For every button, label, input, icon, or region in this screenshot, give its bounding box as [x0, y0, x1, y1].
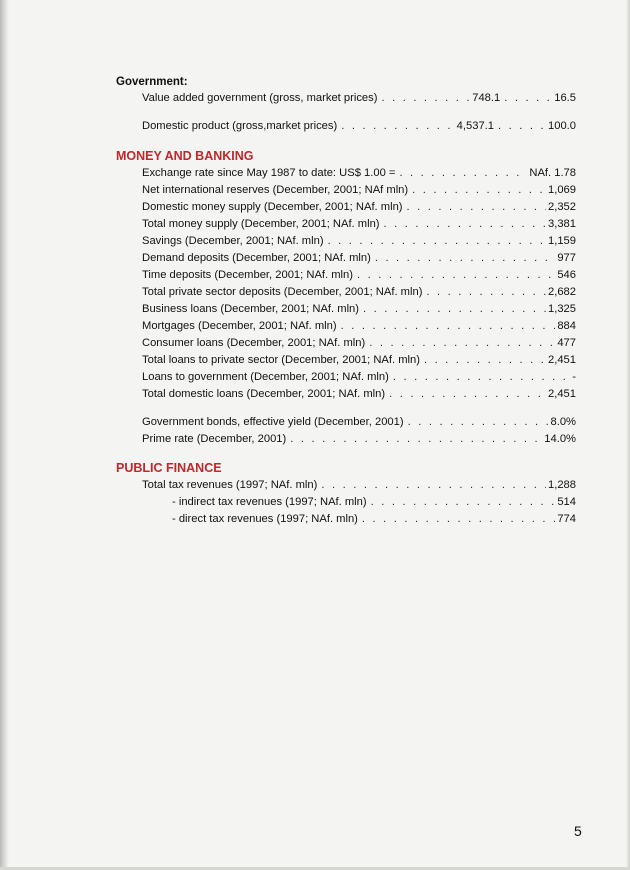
stat-value: NAf. 1.78	[529, 167, 576, 179]
stat-value: 2,451	[548, 354, 576, 366]
dot-leader	[504, 90, 552, 107]
stat-label: Value added government (gross, market prices)	[142, 92, 378, 104]
stat-row	[116, 233, 576, 250]
dot-leader	[407, 199, 546, 216]
stat-row	[116, 267, 576, 284]
binding-spine	[0, 0, 9, 870]
stat-label: Total private sector deposits (December, 2001; NAf. mln)	[142, 286, 423, 298]
stat-row	[116, 369, 576, 386]
statistics-content	[116, 74, 576, 528]
stat-label: Time deposits (December, 2001; NAf. mln)	[142, 269, 353, 281]
stat-value: 2,352	[548, 201, 576, 213]
stat-label: Demand deposits (December, 2001; NAf. mln)	[142, 252, 371, 264]
stat-label: Total money supply (December, 2001; NAf. mln)	[142, 218, 380, 230]
dot-leader	[424, 352, 546, 369]
stat-row	[116, 165, 576, 182]
stat-value: 2,682	[548, 286, 576, 298]
stat-row	[116, 216, 576, 233]
stat-value: 1,069	[548, 184, 576, 196]
spacer	[116, 403, 576, 414]
dot-leader	[328, 233, 546, 250]
stat-label: Loans to government (December, 2001; NAf. mln)	[142, 371, 389, 383]
dot-leader	[362, 511, 555, 528]
government-heading: Government:	[116, 76, 188, 88]
stat-value: -	[572, 371, 576, 383]
stat-value: 514	[557, 496, 576, 508]
stat-share: 16.5	[554, 92, 576, 104]
spacer	[116, 107, 576, 118]
stat-label: Government bonds, effective yield (December, 2001)	[142, 416, 404, 428]
stat-label: Total tax revenues (1997; NAf. mln)	[142, 479, 318, 491]
stat-label: Savings (December, 2001; NAf. mln)	[142, 235, 324, 247]
dot-leader	[321, 477, 546, 494]
section-heading-money-banking: MONEY AND BANKING	[116, 149, 254, 163]
dot-leader	[369, 335, 555, 352]
dot-leader	[371, 494, 556, 511]
stat-value: 1,325	[548, 303, 576, 315]
dot-leader	[393, 369, 570, 386]
stat-row	[116, 301, 576, 318]
section-heading-public-finance: PUBLIC FINANCE	[116, 461, 222, 475]
stat-label: - indirect tax revenues (1997; NAf. mln)	[172, 496, 367, 508]
dot-leader	[341, 118, 454, 135]
dot-leader	[389, 386, 546, 403]
dot-leader	[341, 318, 556, 335]
stat-row	[116, 284, 576, 301]
stat-row	[116, 118, 576, 135]
stat-label: Domestic product (gross,market prices)	[142, 120, 338, 132]
stat-row	[116, 352, 576, 369]
stat-value: 884	[557, 320, 576, 332]
stat-row	[116, 250, 576, 267]
dot-leader	[375, 250, 556, 267]
stat-label: - direct tax revenues (1997; NAf. mln)	[172, 513, 358, 525]
page-number: 5	[574, 823, 582, 839]
stat-value: 477	[557, 337, 576, 349]
dot-leader	[357, 267, 555, 284]
stat-row	[116, 477, 576, 494]
dot-leader	[399, 165, 527, 182]
stat-value: 1,159	[548, 235, 576, 247]
stat-label: Business loans (December, 2001; NAf. mln)	[142, 303, 360, 315]
dot-leader	[412, 182, 546, 199]
dot-leader	[384, 216, 546, 233]
stat-value: 1,288	[548, 479, 576, 491]
stat-label: Exchange rate since May 1987 to date: US$ 1.00 =	[142, 167, 396, 179]
stat-row	[116, 386, 576, 403]
stat-row	[116, 494, 576, 511]
stat-row	[116, 431, 576, 448]
stat-value: 3,381	[548, 218, 576, 230]
dot-leader	[381, 90, 470, 107]
stat-share: 100.0	[548, 120, 576, 132]
stat-label: Total domestic loans (December, 2001; NAf. mln)	[142, 388, 386, 400]
stat-value: 774	[557, 513, 576, 525]
stat-label: Mortgages (December, 2001; NAf. mln)	[142, 320, 337, 332]
stat-row	[116, 511, 576, 528]
stat-row	[116, 318, 576, 335]
dot-leader	[426, 284, 546, 301]
stat-row	[116, 182, 576, 199]
stat-value: 748.1	[472, 92, 501, 104]
stat-value: 546	[557, 269, 576, 281]
stat-label: Domestic money supply (December, 2001; NAf. mln)	[142, 201, 403, 213]
dot-leader	[498, 118, 546, 135]
stat-value: 8.0%	[550, 416, 576, 428]
stat-label: Net international reserves (December, 2001; NAf mln)	[142, 184, 409, 196]
stat-row	[116, 199, 576, 216]
stat-value: 977	[557, 252, 576, 264]
page-edge	[626, 0, 630, 870]
stat-row	[116, 90, 576, 107]
stat-label: Prime rate (December, 2001)	[142, 433, 287, 445]
dot-leader	[408, 414, 549, 431]
stat-label: Consumer loans (December, 2001; NAf. mln)	[142, 337, 366, 349]
stat-row	[116, 335, 576, 352]
dot-leader	[290, 431, 542, 448]
stat-value: 4,537.1	[456, 120, 494, 132]
stat-label: Total loans to private sector (December, 2001; NAf. mln)	[142, 354, 420, 366]
stat-row	[116, 414, 576, 431]
stat-value: 2,451	[548, 388, 576, 400]
dot-leader	[363, 301, 546, 318]
stat-value: 14.0%	[544, 433, 576, 445]
